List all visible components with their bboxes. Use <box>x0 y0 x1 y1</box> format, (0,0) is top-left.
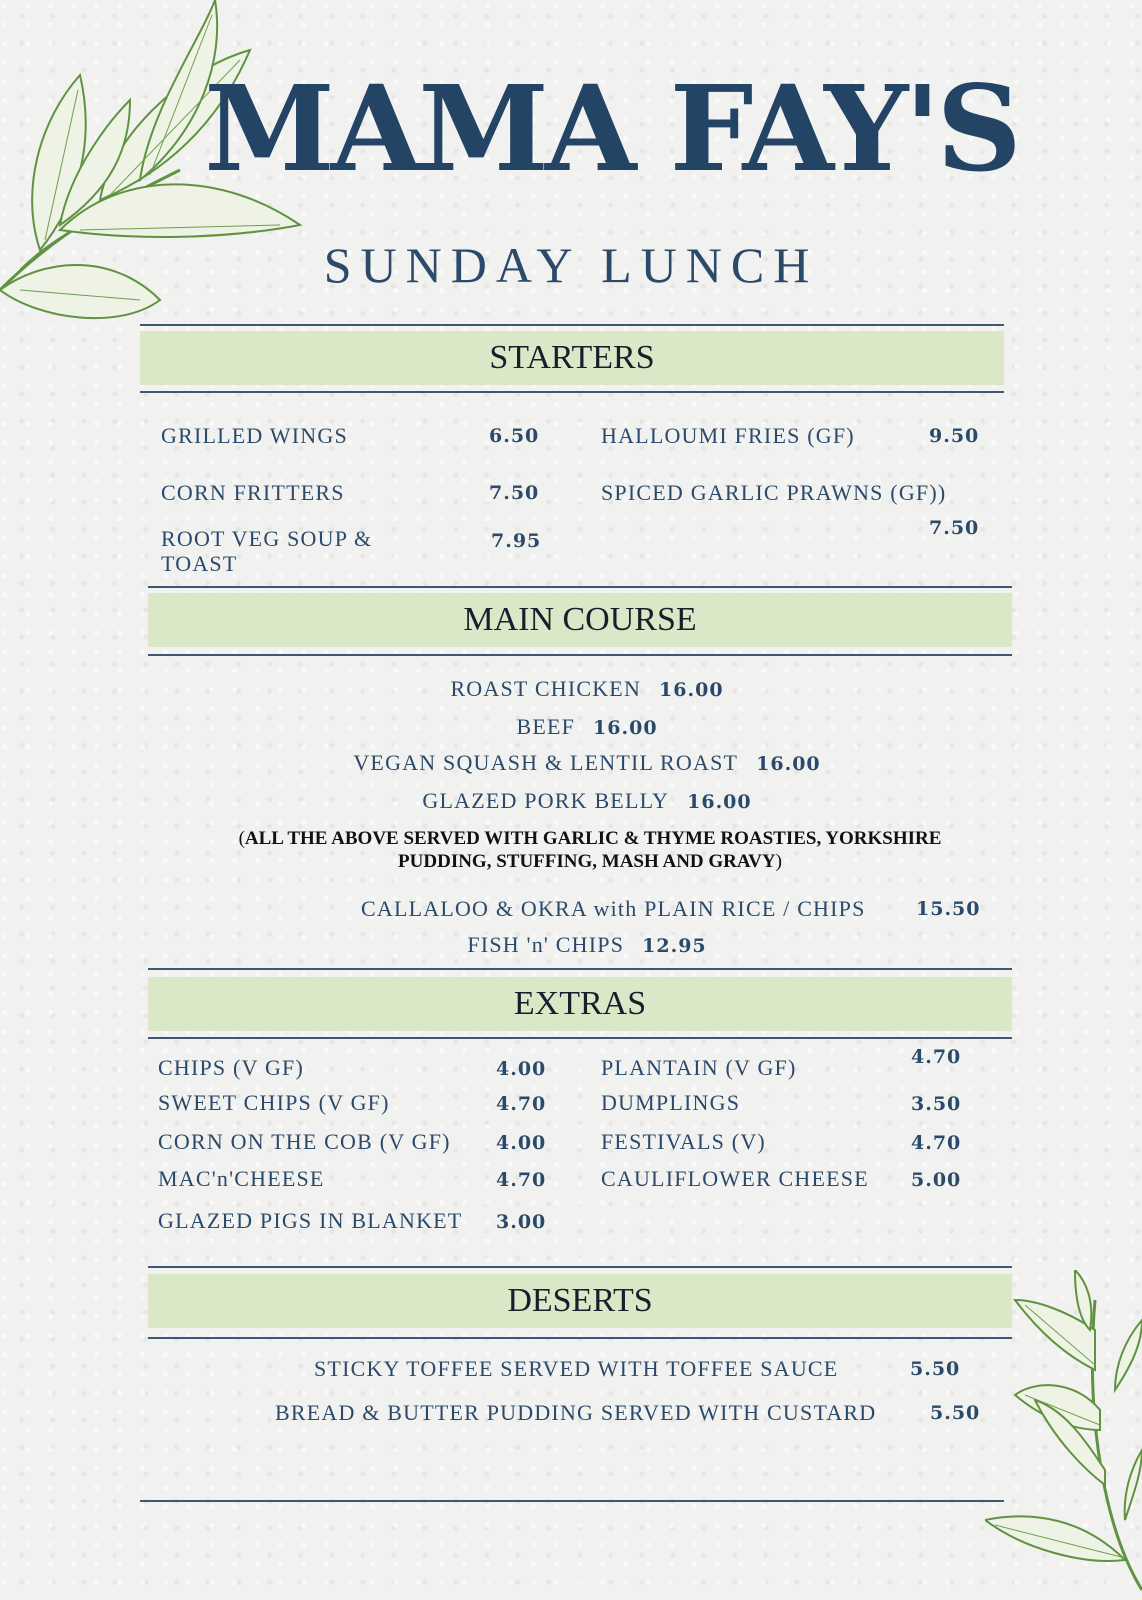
menu-item-name: CORN ON THE COB (V GF) <box>158 1129 451 1154</box>
menu-item-name: GLAZED PORK BELLY <box>422 788 670 813</box>
menu-item-price: 7.50 <box>929 517 980 539</box>
menu-item-price: 16.00 <box>593 717 658 739</box>
divider <box>148 968 1012 970</box>
menu-item-name-continued: TOAST <box>161 551 238 576</box>
menu-item-name: ROOT VEG SOUP & <box>161 526 373 551</box>
menu-item-name: SPICED GARLIC PRAWNS (GF)) <box>601 480 947 505</box>
section-heading-deserts: DESERTS <box>148 1274 1012 1328</box>
menu-item-price: 16.00 <box>756 753 821 775</box>
menu-item-name: MAC'n'CHEESE <box>158 1166 325 1191</box>
divider <box>148 586 1012 588</box>
menu-item-price: 4.00 <box>496 1058 547 1080</box>
menu-item-price: 5.00 <box>911 1169 962 1191</box>
restaurant-title: MAMA FAY'S <box>204 59 1018 198</box>
menu-item-name: VEGAN SQUASH & LENTIL ROAST <box>353 750 739 775</box>
menu-item-price: 4.70 <box>911 1046 962 1068</box>
menu-item-price: 16.00 <box>687 791 752 813</box>
menu-item-price: 12.95 <box>642 935 707 957</box>
menu-item-name: FISH 'n' CHIPS <box>467 932 625 957</box>
menu-item-name: STICKY TOFFEE SERVED WITH TOFFEE SAUCE <box>314 1356 839 1381</box>
menu-item-name: HALLOUMI FRIES (GF) <box>601 423 855 448</box>
bottom-divider <box>140 1500 1004 1502</box>
menu-item-price: 3.50 <box>911 1093 962 1115</box>
divider <box>140 324 1004 326</box>
section-heading-starters: STARTERS <box>140 331 1004 385</box>
menu-item-name: GRILLED WINGS <box>161 423 348 448</box>
menu-item-price: 7.95 <box>491 530 542 552</box>
divider <box>148 1266 1012 1268</box>
menu-item-name: BREAD & BUTTER PUDDING SERVED WITH CUSTARD <box>275 1400 877 1425</box>
menu-item-name: CALLALOO & OKRA with PLAIN RICE / CHIPS <box>361 896 866 921</box>
menu-item-price: 7.50 <box>489 482 540 504</box>
section-heading-main-course: MAIN COURSE <box>148 593 1012 647</box>
menu-item-name: BEEF <box>516 714 576 739</box>
menu-item-price: 3.00 <box>496 1211 547 1233</box>
serving-note <box>200 827 980 873</box>
section-heading-extras: EXTRAS <box>148 977 1012 1031</box>
menu-item-price: 5.50 <box>930 1402 981 1424</box>
menu-item <box>0 714 1142 740</box>
note-open-paren: ( <box>238 828 245 849</box>
menu-item-price: 4.70 <box>496 1169 547 1191</box>
menu-item-name: FESTIVALS (V) <box>601 1129 766 1154</box>
menu-item-name: SWEET CHIPS (V GF) <box>158 1090 390 1115</box>
menu-item-price: 15.50 <box>916 898 981 920</box>
divider <box>148 1037 1012 1039</box>
divider <box>140 391 1004 393</box>
menu-item-price: 4.70 <box>496 1093 547 1115</box>
menu-item <box>0 788 1142 814</box>
menu-subtitle: SUNDAY LUNCH <box>323 237 819 293</box>
menu-item-price: 4.70 <box>911 1132 962 1154</box>
menu-item-price: 9.50 <box>929 425 980 447</box>
menu-item-price: 4.00 <box>496 1132 547 1154</box>
menu-item-name: DUMPLINGS <box>601 1090 741 1115</box>
note-text: ALL THE ABOVE SERVED WITH GARLIC & THYME ROASTIES, YORKSHIRE PUDDING, STUFFING, MASH AND GRAVY <box>244 828 942 872</box>
menu-item-name: ROAST CHICKEN <box>450 676 642 701</box>
menu-item <box>0 676 1142 702</box>
menu-item-price: 6.50 <box>489 425 540 447</box>
menu-item-name: CHIPS (V GF) <box>158 1055 305 1080</box>
menu-item <box>0 750 1142 776</box>
menu-item-name: PLANTAIN (V GF) <box>601 1055 797 1080</box>
menu-item-name: GLAZED PIGS IN BLANKET <box>158 1208 463 1233</box>
menu-item <box>0 932 1142 958</box>
menu-item-name: CAULIFLOWER CHEESE <box>601 1166 869 1191</box>
menu-item-name: CORN FRITTERS <box>161 480 345 505</box>
note-close-paren: ) <box>775 851 782 872</box>
divider <box>148 654 1012 656</box>
menu-item-price: 5.50 <box>910 1358 961 1380</box>
menu-item-price: 16.00 <box>659 679 724 701</box>
divider <box>148 1337 1012 1339</box>
